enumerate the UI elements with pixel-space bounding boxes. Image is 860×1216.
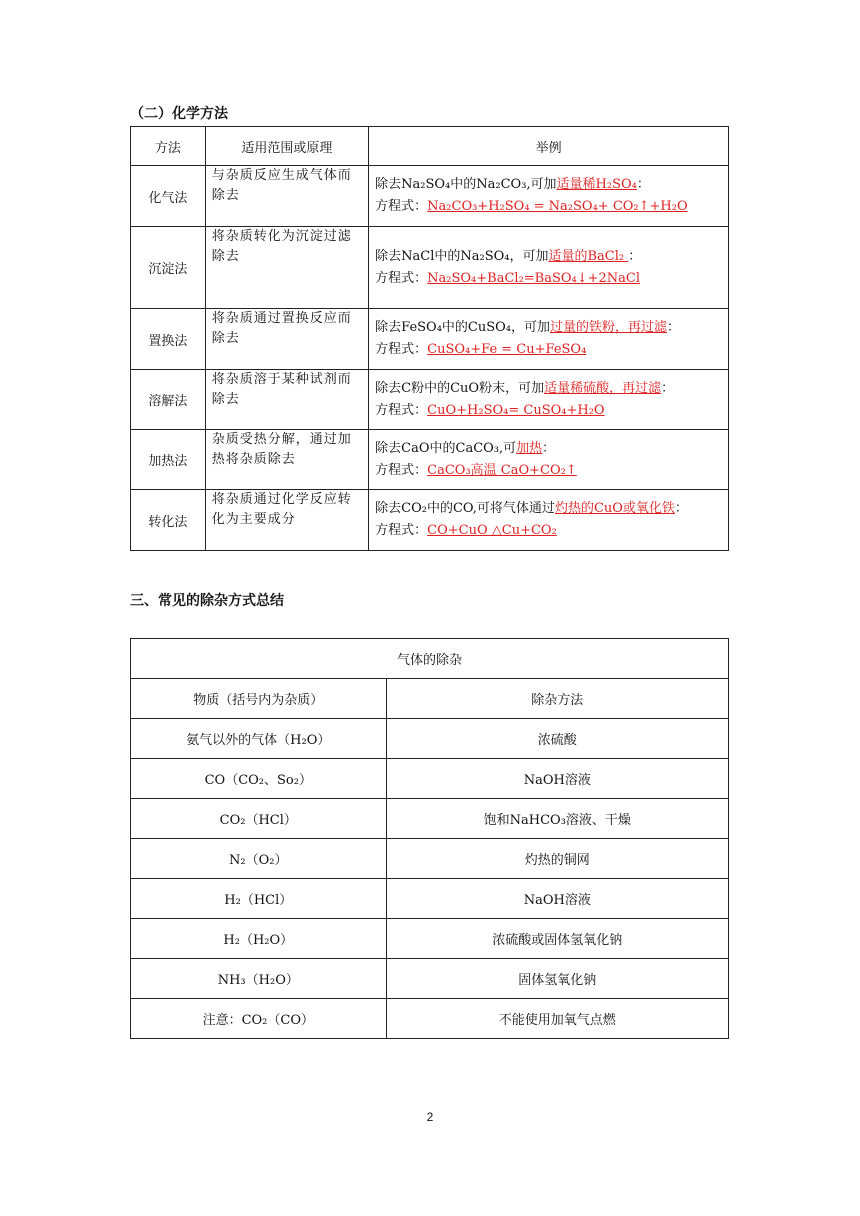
example-punct: ：	[674, 501, 688, 516]
table-header-row	[131, 679, 729, 719]
equation: Na₂CO₃+H₂SO₄ = Na₂SO₄+ CO₂↑+H₂O	[427, 199, 688, 214]
method-principle: 将杂质通过化学反应转化为主要成分	[205, 490, 368, 551]
example-text: 除去FeSO₄中的CuSO₄，可加	[375, 320, 551, 335]
table-row	[131, 430, 729, 490]
example-text: 除去C粉中的CuO粉末，可加	[375, 380, 545, 396]
equation: CO+CuO △Cu+CO₂	[427, 523, 557, 538]
answer-text: 适量稀H₂SO₄	[556, 177, 637, 192]
equation: CuO+H₂SO₄= CuSO₄+H₂O	[427, 402, 605, 418]
method-principle: 将杂质通过置换反应而除去	[205, 309, 368, 370]
method-name: 溶解法	[131, 370, 206, 430]
method-cell: 浓硫酸或固体氢氧化钠	[386, 919, 728, 959]
table-row	[131, 879, 729, 919]
table-row	[131, 719, 729, 759]
equation-label: 方程式：	[375, 402, 428, 418]
example-punct: ：	[636, 177, 650, 192]
method-cell: NaOH溶液	[386, 759, 728, 799]
answer-text: 灼热的CuO或氧化铁	[554, 501, 675, 516]
example-text: 除去NaCl中的Na₂SO₄，可加	[375, 248, 549, 264]
method-principle: 与杂质反应生成气体而除去	[205, 166, 368, 227]
header-removal-method: 除杂方法	[386, 679, 728, 719]
example-punct: ：	[542, 440, 556, 456]
substance-cell: CO（CO₂、So₂）	[131, 759, 387, 799]
equation: CaCO₃高温 CaO+CO₂↑	[427, 462, 577, 478]
header-method: 方法	[131, 127, 206, 166]
section-heading-summary: 三、常见的除杂方式总结	[130, 593, 284, 609]
method-cell: 不能使用加氧气点燃	[386, 999, 728, 1039]
method-cell: 饱和NaHCO₃溶液、干燥	[386, 799, 728, 839]
equation-label: 方程式：	[375, 523, 428, 538]
method-cell: 灼热的铜网	[386, 839, 728, 879]
equation: Na₂SO₄+BaCl₂=BaSO₄↓+2NaCl	[427, 270, 641, 286]
table-row	[131, 999, 729, 1039]
example-punct: ：	[628, 248, 642, 264]
equation-label: 方程式：	[375, 199, 428, 214]
substance-cell: H₂（HCl）	[131, 879, 387, 919]
table-row	[131, 227, 729, 309]
equation-label: 方程式：	[375, 342, 428, 357]
table-row	[131, 490, 729, 551]
substance-cell: CO₂（HCl）	[131, 799, 387, 839]
example-punct: ：	[661, 380, 675, 396]
chemical-methods-table	[130, 126, 729, 551]
substance-cell: H₂（H₂O）	[131, 919, 387, 959]
substance-cell: NH₃（H₂O）	[131, 959, 387, 999]
method-example	[369, 430, 729, 490]
method-example	[369, 309, 729, 370]
table-row	[131, 759, 729, 799]
method-cell: 固体氢氧化钠	[386, 959, 728, 999]
method-name: 转化法	[131, 490, 206, 551]
equation-label: 方程式：	[375, 462, 428, 478]
substance-cell: 氨气以外的气体（H₂O）	[131, 719, 387, 759]
header-substance: 物质（括号内为杂质）	[131, 679, 387, 719]
table-row	[131, 839, 729, 879]
answer-text: 加热	[516, 440, 543, 456]
table-row	[131, 799, 729, 839]
method-name: 化气法	[131, 166, 206, 227]
method-cell: NaOH溶液	[386, 879, 728, 919]
answer-text: 过量的铁粉，再过滤	[550, 320, 668, 335]
substance-cell: N₂（O₂）	[131, 839, 387, 879]
table-row	[131, 309, 729, 370]
method-cell: 浓硫酸	[386, 719, 728, 759]
example-punct: ：	[667, 320, 681, 335]
method-example	[369, 166, 729, 227]
method-name: 置换法	[131, 309, 206, 370]
table-header-row	[131, 127, 729, 166]
method-name: 沉淀法	[131, 227, 206, 309]
method-principle: 将杂质转化为沉淀过滤除去	[205, 227, 368, 309]
method-principle: 将杂质溶于某种试剂而除去	[205, 370, 368, 430]
example-text: 除去Na₂SO₄中的Na₂CO₃,可加	[375, 177, 557, 192]
section-heading-chemical-methods: （二）化学方法	[130, 106, 228, 122]
table-row	[131, 370, 729, 430]
example-text: 除去CaO中的CaCO₃,可	[375, 440, 517, 456]
substance-cell: 注意：CO₂（CO）	[131, 999, 387, 1039]
example-text: 除去CO₂中的CO,可将气体通过	[375, 501, 555, 516]
answer-text: 适量稀硫酸，再过滤	[544, 380, 662, 396]
page-number: 2	[426, 1110, 434, 1124]
equation: CuSO₄+Fe = Cu+FeSO₄	[427, 342, 587, 357]
header-example: 举例	[369, 127, 729, 166]
method-example	[369, 227, 729, 309]
table-row	[131, 959, 729, 999]
table-row	[131, 166, 729, 227]
method-principle: 杂质受热分解，通过加热将杂质除去	[205, 430, 368, 490]
table-caption-row	[131, 639, 729, 679]
method-example	[369, 370, 729, 430]
gas-impurity-table	[130, 638, 729, 1039]
answer-text: 适量的BaCl₂	[548, 248, 629, 264]
table-row	[131, 919, 729, 959]
header-principle: 适用范围或原理	[205, 127, 368, 166]
method-name: 加热法	[131, 430, 206, 490]
equation-label: 方程式：	[375, 270, 428, 286]
method-example	[369, 490, 729, 551]
table-caption: 气体的除杂	[131, 639, 729, 679]
